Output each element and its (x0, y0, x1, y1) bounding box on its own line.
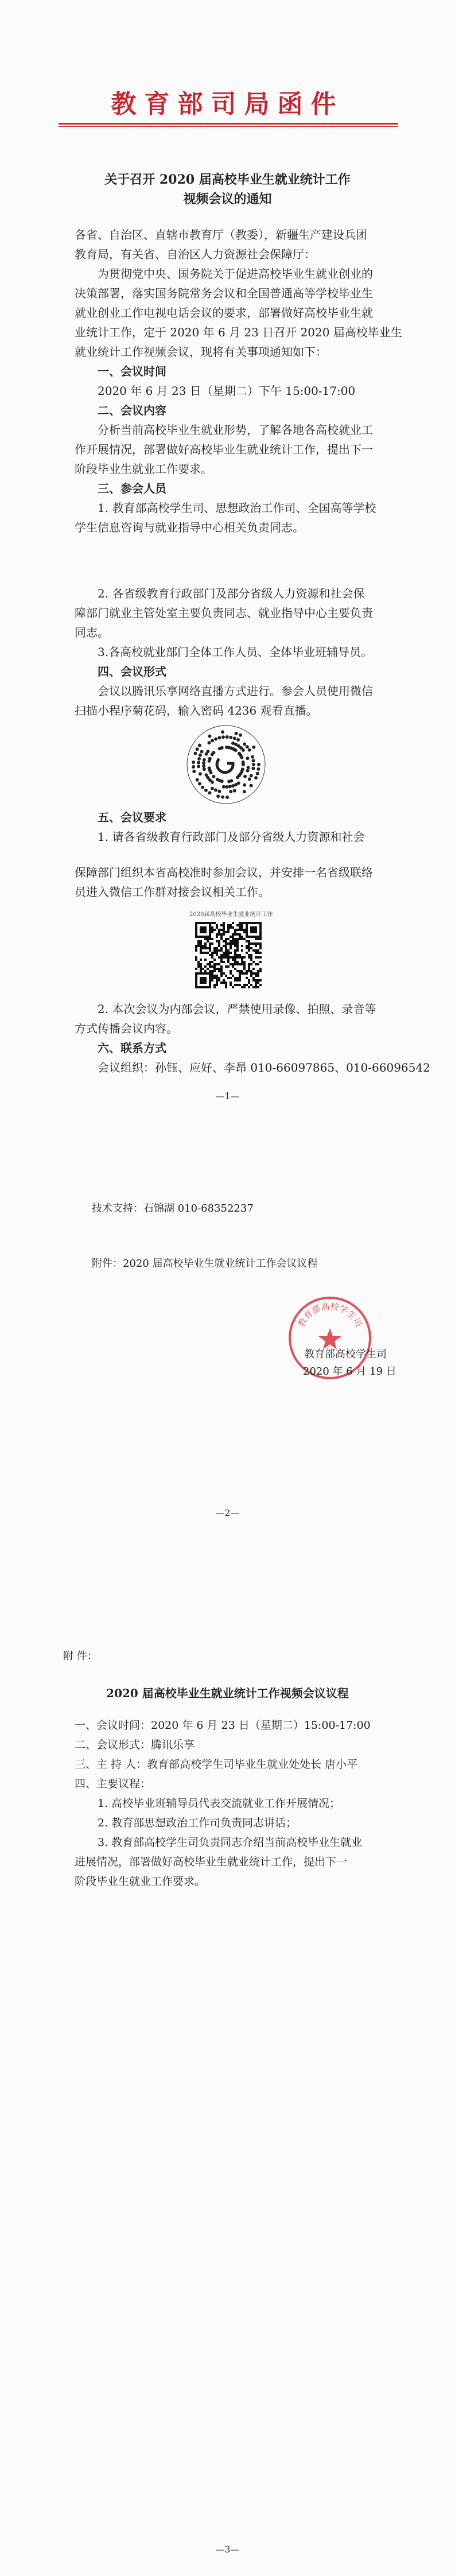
agenda-title: 2020 届高校毕业生就业统计工作视频会议议程 (106, 1686, 349, 1700)
requirement-line: 2. 本次会议为内部会议，严禁使用录像、拍照、录音等 (98, 1002, 376, 1016)
qr-code-icon[interactable] (186, 724, 266, 805)
agenda-sub: 3. 教育部高校学生司负责同志介绍当前高校毕业生就业 (98, 1836, 363, 1849)
section-heading: 二、会议内容 (98, 404, 166, 417)
format-line: 扫描小程序菊花码，输入密码 4236 观看直播。 (75, 704, 318, 717)
notice-title-line1: 关于召开 2020 届高校毕业生就业统计工作 (104, 172, 351, 187)
requirement-line: 1. 请各省级教育行政部门及部分省级人力资源和社会 (98, 830, 365, 844)
attendee-line: 2. 各省级教育行政部门及部分省级人力资源和社会保 (98, 587, 365, 600)
content-line: 分析当前高校毕业生就业形势，了解各地各高校就业工 (98, 423, 373, 437)
content-line: 阶段毕业生就业工作要求。 (75, 462, 212, 476)
requirement-line: 方式传播会议内容。 (75, 1022, 178, 1035)
date: 2020 年 6 月 19 日 (303, 1365, 396, 1378)
intro-line: 业统计工作，定于 2020 年 6 月 23 日召开 2020 届高校毕业生 (75, 325, 402, 339)
qr-code-icon[interactable] (193, 920, 264, 991)
format-line: 会议以腾讯乐享网络直播方式进行。参会人员使用微信 (98, 684, 373, 698)
requirement-line: 保障部门组织本省高校准时参加会议，并安排一名省级联络 (75, 866, 373, 879)
attendee-line: 1. 教育部高校学生司、思想政治工作司、全国高等学校 (98, 501, 376, 515)
intro-line: 就业创业工作电视电话会议的要求，部署做好高校毕业生就 (75, 306, 373, 320)
letterhead-title: 教育部司局函件 (111, 90, 344, 119)
attachment-label: 附 件： (63, 1650, 98, 1662)
letterhead-rule (59, 123, 398, 125)
attendee-line: 障部门就业主管处室主要负责同志、就业指导中心主要负责 (75, 606, 373, 620)
sun-code-graphic (186, 724, 266, 805)
seal-text: 教育部高校学生司 (295, 1301, 364, 1329)
contact-line: 会议组织：孙钰、应好、李昂 010-66097865、010-66096542 (98, 1061, 430, 1074)
intro-line: 决策部署，落实国务院常务会议和全国普通高等学校毕业生 (75, 286, 373, 300)
qr-code-graphic (193, 920, 264, 991)
page-3 (0, 1650, 455, 2576)
agenda-item: 一、会议时间：2020 年 6 月 23 日（星期二）15:00-17:00 (75, 1719, 371, 1732)
attendee-line: 学生信息咨询与就业指导中心相关负责同志。 (75, 521, 304, 534)
page-1 (0, 0, 455, 859)
agenda-sub: 1. 高校毕业班辅导员代表交流就业工作开展情况； (98, 1797, 341, 1810)
page-number: —3— (215, 2544, 240, 2555)
section-heading: 六、联系方式 (98, 1041, 166, 1055)
tech-support: 技术支持：石锦湖 010-68352237 (92, 1202, 254, 1215)
addressee-line: 各省、自治区、直辖市教育厅（教委），新疆生产建设兵团 (75, 228, 367, 242)
attendee-line: 同志。 (75, 626, 109, 639)
agenda-item: 四、主要议程： (75, 1778, 151, 1790)
addressee-line: 教育局，有关省、自治区人力资源社会保障厅： (75, 247, 316, 261)
qr-caption: 2020届高校毕业生就业统计工作 (189, 911, 273, 918)
page-number: —1— (215, 1091, 240, 1101)
agenda-sub: 2. 教育部思想政治工作司负责同志讲话； (98, 1817, 297, 1829)
content-line: 作开展情况，部署做好高校毕业生就业统计工作，提出下一 (75, 443, 373, 456)
intro-line: 就业统计工作视频会议，现将有关事项通知如下： (75, 345, 327, 359)
meeting-time: 2020 年 6 月 23 日（星期二）下午 15:00-17:00 (98, 384, 356, 398)
section-heading: 五、会议要求 (98, 810, 166, 824)
page-number: —2— (215, 1507, 240, 1518)
section-heading: 一、会议时间 (98, 364, 166, 378)
agenda-item: 三、主 持 人：教育部高校学生司毕业生就业处处长 唐小平 (75, 1758, 358, 1771)
attendee-line: 3.各高校就业部门全体工作人员、全体毕业班辅导员。 (98, 645, 373, 659)
page-2 (0, 859, 455, 1717)
section-heading: 三、参会人员 (98, 482, 166, 495)
letterhead-rule-thin (59, 126, 398, 127)
agenda-sub: 进展情况，部署做好高校毕业生就业统计工作，提出下一 (75, 1856, 348, 1868)
agenda-sub: 阶段毕业生就业工作要求。 (75, 1875, 206, 1888)
section-heading: 四、会议形式 (98, 665, 166, 678)
agenda-item: 二、会议形式：腾讯乐享 (75, 1739, 195, 1751)
requirement-line: 员进入微信工作群对接会议相关工作。 (75, 885, 270, 899)
attachment-line: 附件：2020 届高校毕业生就业统计工作会议议程 (92, 1258, 318, 1270)
signer: 教育部高校学生司 (304, 1348, 387, 1360)
intro-line: 为贯彻党中央、国务院关于促进高校毕业生就业创业的 (98, 267, 373, 281)
notice-title-line2: 视频会议的通知 (183, 192, 272, 207)
